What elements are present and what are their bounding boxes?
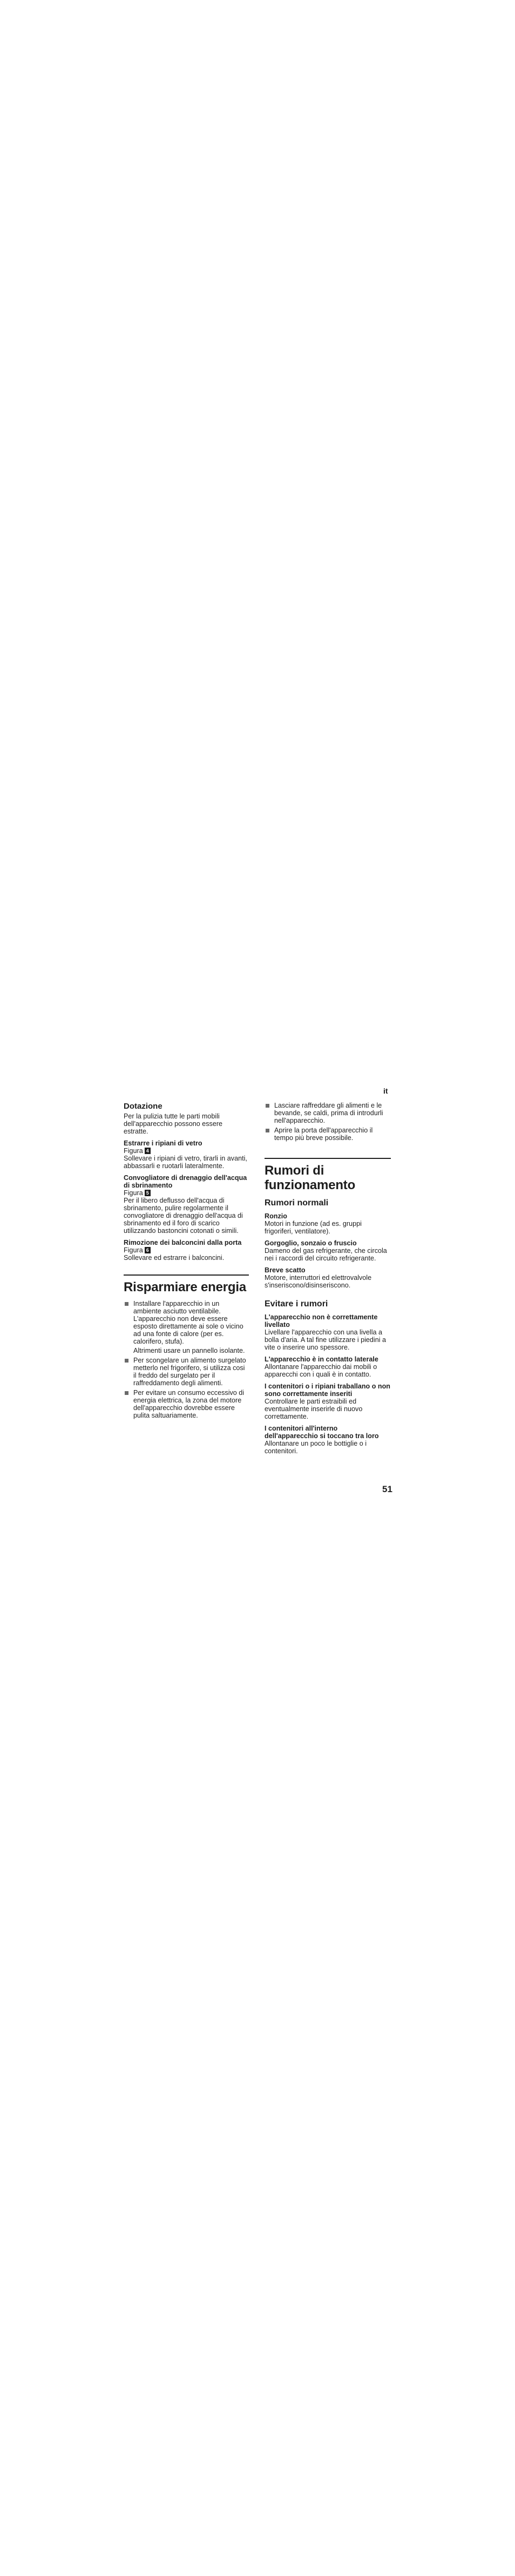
subsection-title-evitare-rumori: Evitare i rumori <box>265 1299 328 1309</box>
gorgoglio-text: Dameno del gas refrigerante, che circola nei i raccordi del circuito refrigerante. <box>265 1247 387 1262</box>
square-bullet-icon <box>125 1359 128 1363</box>
energy-tips-list <box>124 1300 249 1419</box>
balconcini-text: Sollevare ed estrarre i balconcini. <box>124 1254 225 1262</box>
dotazione-intro: Per la pulizia tutte le parti mobili dell'apparecchio possono essere estratte. <box>124 1112 223 1135</box>
section-title-dotazione: Dotazione <box>124 1102 162 1111</box>
list-item <box>265 1127 391 1142</box>
square-bullet-icon <box>125 1302 128 1306</box>
figure-number-badge: 6 <box>145 1247 151 1253</box>
list-item <box>124 1357 249 1387</box>
section-divider <box>124 1274 249 1294</box>
figure-label: Figura <box>124 1189 143 1197</box>
heading-estrarre-ripiani: Estrarre i ripiani di vetro <box>124 1139 202 1147</box>
heading-balconcini: Rimozione dei balconcini dalla porta <box>124 1239 242 1246</box>
square-bullet-icon <box>266 1104 269 1108</box>
list-item-text: Per scongelare un alimento surgelato metterlo nel frigorifero, si utilizza cosi il freddo del surgelato per il raffreddamento degli alimenti. <box>133 1357 246 1387</box>
figure-label: Figura <box>124 1246 143 1254</box>
list-item-text: Per evitare un consumo eccessivo di energia elettrica, la zona del motore dell'apparecchio dovrebbe essere pulita saltuariamente. <box>133 1389 245 1419</box>
contenitori-text: Controllare le parti estraibili ed eventualmente inserirle di nuovo correttamente. <box>265 1398 363 1420</box>
bottiglie-text: Allontanare un poco le bottiglie o i contenitori. <box>265 1440 367 1455</box>
section-divider <box>265 1158 391 1192</box>
list-item-text: Installare l'apparecchio in un ambiente asciutto ventilabile. L'apparecchio non deve essere esposto direttamente ai sole o vicino ad una fonte di calore (per es. calorifero, stufa). <box>133 1300 243 1345</box>
figure-reference <box>124 1246 249 1254</box>
figure-reference <box>124 1189 249 1197</box>
heading-ronzio: Ronzio <box>265 1212 287 1220</box>
figure-label: Figura <box>124 1147 143 1155</box>
list-item-text: Aprire la porta dell'apparecchio il tempo più breve possibile. <box>274 1127 373 1142</box>
list-item <box>124 1300 249 1354</box>
heading-convogliatore: Convogliatore di drenaggio dell'acqua di sbrinamento <box>124 1174 247 1189</box>
heading-breve-scatto: Breve scatto <box>265 1266 306 1274</box>
figure-number-badge: 4 <box>145 1148 151 1154</box>
page-number: 51 <box>382 1484 392 1494</box>
square-bullet-icon <box>266 1129 269 1132</box>
language-tag: it <box>383 1087 388 1095</box>
heading-contatto: L'apparecchio è in contatto laterale <box>265 1356 378 1363</box>
section-title-risparmiare-energia: Risparmiare energia <box>124 1280 246 1294</box>
figure-reference <box>124 1147 249 1155</box>
figure-number-badge: 5 <box>145 1190 151 1196</box>
subsection-title-rumori-normali: Rumori normali <box>265 1198 329 1208</box>
list-item <box>124 1389 249 1419</box>
section-title-rumori: Rumori di funzionamento <box>265 1163 356 1192</box>
convogliatore-text: Per il libero deflusso dell'acqua di sbrinamento, pulire regolarmente il convogliatore di drenaggio dell'acqua di sbrinamento ed il foro di scarico utilizzando bastoncini cotonati o simili. <box>124 1197 243 1235</box>
contatto-text: Allontanare l'apparecchio dai mobili o apparecchi con i quali è in contatto. <box>265 1363 377 1378</box>
list-item-extra: Altrimenti usare un pannello isolante. <box>133 1347 245 1354</box>
ronzio-text: Motori in funzione (ad es. gruppi frigoriferi, ventilatore). <box>265 1220 362 1235</box>
right-column <box>265 1102 391 1455</box>
square-bullet-icon <box>125 1391 128 1395</box>
list-item <box>265 1102 391 1124</box>
heading-contenitori: I contenitori o i ripiani traballano o non sono correttamente inseriti <box>265 1383 390 1398</box>
ripiani-text: Sollevare i ripiani di vetro, tirarli in avanti, abbassarli e ruotarli lateralmente. <box>124 1155 247 1170</box>
list-item-text: Lasciare raffreddare gli alimenti e le bevande, se caldi, prima di introdurli nell'apparecchio. <box>274 1102 383 1124</box>
livellato-text: Livellare l'apparecchio con una livella a bolla d'aria. A tal fine utilizzare i piedini a vite o inserire uno spessore. <box>265 1329 387 1351</box>
heading-livellato: L'apparecchio non è correttamente livellato <box>265 1313 378 1329</box>
heading-bottiglie: I contenitori all'interno dell'apparecchio si toccano tra loro <box>265 1425 379 1440</box>
heading-gorgoglio: Gorgoglio, sonzaio o fruscio <box>265 1239 357 1247</box>
left-column <box>124 1102 249 1421</box>
scatto-text: Motore, interruttori ed elettrovalvole s'inseriscono/disinseriscono. <box>265 1274 372 1289</box>
energy-tips-list-continued <box>265 1102 391 1142</box>
